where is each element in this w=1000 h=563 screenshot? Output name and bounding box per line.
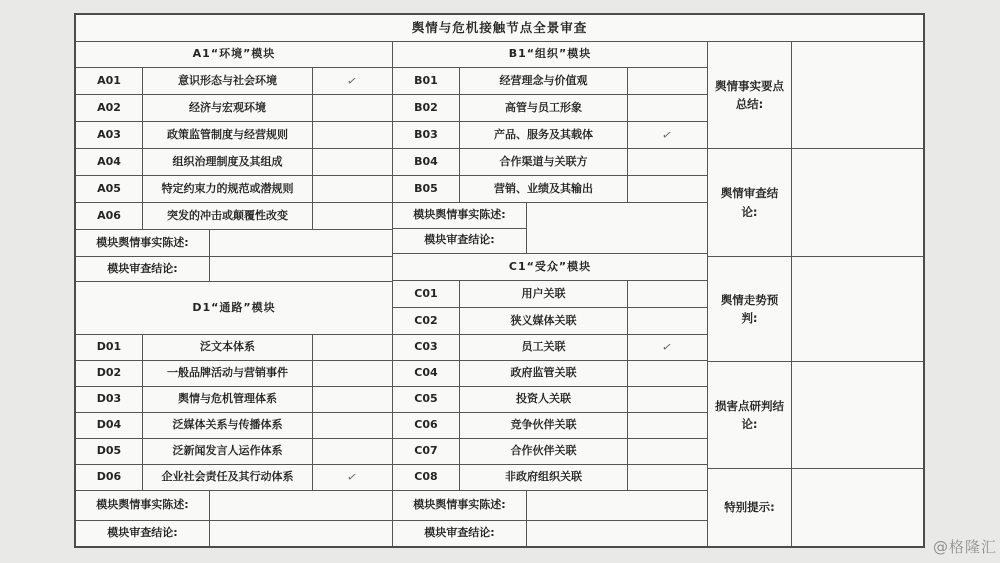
table-row bbox=[393, 176, 707, 203]
row-code: C04 bbox=[393, 361, 460, 386]
row-label: 组织治理制度及其组成 bbox=[143, 149, 313, 175]
check-cell bbox=[628, 335, 707, 360]
row-label: 政府监管关联 bbox=[460, 361, 628, 386]
table-row bbox=[393, 308, 707, 335]
check-cell bbox=[313, 149, 392, 175]
check-cell bbox=[628, 361, 707, 386]
summary-value-cell bbox=[792, 469, 923, 546]
table-row bbox=[76, 465, 392, 491]
row-code: B03 bbox=[393, 122, 460, 148]
row-code: D05 bbox=[76, 439, 143, 464]
check-cell bbox=[313, 465, 392, 490]
check-cell bbox=[628, 95, 707, 121]
table-row bbox=[76, 361, 392, 387]
conclusion-value-cell bbox=[210, 257, 392, 281]
table-row bbox=[76, 203, 392, 230]
row-label: 合作渠道与关联方 bbox=[460, 149, 628, 175]
check-cell bbox=[313, 203, 392, 229]
row-label: 经济与宏观环境 bbox=[143, 95, 313, 121]
table-row bbox=[393, 122, 707, 149]
row-code: D04 bbox=[76, 413, 143, 438]
check-cell bbox=[628, 413, 707, 438]
facts-label: 模块舆情事实陈述: bbox=[393, 203, 526, 229]
module-a-header-row bbox=[76, 42, 392, 68]
module-c-conclusion-row bbox=[393, 521, 707, 546]
table-row bbox=[393, 95, 707, 122]
row-label: 意识形态与社会环境 bbox=[143, 68, 313, 94]
row-code: B02 bbox=[393, 95, 460, 121]
module-d-header: D1“通路”模块 bbox=[192, 300, 276, 314]
module-b-header-row bbox=[393, 42, 707, 68]
check-cell bbox=[313, 176, 392, 202]
row-label: 产品、服务及其载体 bbox=[460, 122, 628, 148]
check-icon: ✓ bbox=[661, 339, 674, 356]
row-label: 经营理念与价值观 bbox=[460, 68, 628, 94]
check-cell bbox=[313, 413, 392, 438]
summary-label: 损害点研判结论: bbox=[708, 362, 792, 468]
row-label: 企业社会责任及其行动体系 bbox=[143, 465, 313, 490]
table-row bbox=[76, 149, 392, 176]
table-row bbox=[393, 387, 707, 413]
row-label: 舆情与危机管理体系 bbox=[143, 387, 313, 412]
module-b-notes-rows bbox=[393, 203, 707, 254]
row-label: 狭义媒体关联 bbox=[460, 308, 628, 334]
row-code: C03 bbox=[393, 335, 460, 360]
table-row bbox=[393, 439, 707, 465]
row-label: 特定约束力的规范或潜规则 bbox=[143, 176, 313, 202]
row-label: 非政府组织关联 bbox=[460, 465, 628, 490]
summary-section-damage-judgment bbox=[708, 362, 923, 469]
row-code: A04 bbox=[76, 149, 143, 175]
row-label: 高管与员工形象 bbox=[460, 95, 628, 121]
column-middle bbox=[393, 42, 708, 546]
table-row bbox=[393, 281, 707, 308]
summary-value-cell bbox=[792, 42, 923, 148]
check-cell bbox=[628, 308, 707, 334]
facts-label: 模块舆情事实陈述: bbox=[76, 230, 210, 256]
facts-value-cell bbox=[527, 491, 707, 520]
table-row bbox=[76, 439, 392, 465]
row-label: 政策监管制度与经营规则 bbox=[143, 122, 313, 148]
summary-section-review-conclusion bbox=[708, 149, 923, 257]
check-cell bbox=[628, 387, 707, 412]
summary-value-cell bbox=[792, 149, 923, 256]
check-cell bbox=[628, 281, 707, 307]
conclusion-label: 模块审查结论: bbox=[76, 257, 210, 281]
row-label: 泛新闻发言人运作体系 bbox=[143, 439, 313, 464]
row-code: A05 bbox=[76, 176, 143, 202]
row-label: 泛文本体系 bbox=[143, 335, 313, 360]
check-cell bbox=[628, 149, 707, 175]
conclusion-label: 模块审查结论: bbox=[76, 521, 210, 546]
module-d-header-row bbox=[76, 282, 392, 335]
row-label: 合作伙伴关联 bbox=[460, 439, 628, 464]
row-code: B01 bbox=[393, 68, 460, 94]
table-row bbox=[393, 149, 707, 176]
check-icon: ✓ bbox=[346, 73, 359, 89]
module-c-facts-row bbox=[393, 491, 707, 521]
conclusion-value-cell bbox=[527, 521, 707, 546]
table-row bbox=[76, 387, 392, 413]
module-b-note-labels bbox=[393, 203, 527, 253]
column-left bbox=[76, 42, 393, 546]
summary-label: 特别提示: bbox=[708, 469, 792, 546]
summary-value-cell bbox=[792, 257, 923, 361]
module-a-facts-row bbox=[76, 230, 392, 257]
module-b-header: B1“组织”模块 bbox=[508, 47, 592, 61]
table-row bbox=[76, 95, 392, 122]
row-label: 营销、业绩及其输出 bbox=[460, 176, 628, 202]
module-d-facts-row bbox=[76, 491, 392, 521]
row-code: C02 bbox=[393, 308, 460, 334]
module-c-header: C1“受众”模块 bbox=[508, 259, 592, 273]
table-row bbox=[76, 335, 392, 361]
conclusion-label: 模块审查结论: bbox=[424, 233, 495, 247]
facts-label: 模块舆情事实陈述: bbox=[393, 491, 527, 520]
row-code: C07 bbox=[393, 439, 460, 464]
row-code: B05 bbox=[393, 176, 460, 202]
check-cell bbox=[313, 335, 392, 360]
check-icon: ✓ bbox=[346, 469, 359, 486]
row-code: C08 bbox=[393, 465, 460, 490]
table-row bbox=[393, 335, 707, 361]
check-cell bbox=[628, 176, 707, 202]
row-code: C01 bbox=[393, 281, 460, 307]
check-cell bbox=[313, 439, 392, 464]
row-label: 用户关联 bbox=[460, 281, 628, 307]
check-cell bbox=[313, 387, 392, 412]
summary-label: 舆情事实要点总结: bbox=[708, 42, 792, 148]
table-row bbox=[393, 465, 707, 491]
row-code: C05 bbox=[393, 387, 460, 412]
row-label: 员工关联 bbox=[460, 335, 628, 360]
summary-section-trend-forecast bbox=[708, 257, 923, 362]
table-row bbox=[76, 176, 392, 203]
check-cell bbox=[628, 68, 707, 94]
facts-value-cell bbox=[210, 230, 392, 256]
module-c-header-row bbox=[393, 254, 707, 281]
merged-value-cell bbox=[527, 203, 707, 253]
table-title: 舆情与危机接触节点全景审查 bbox=[76, 15, 923, 42]
conclusion-value-cell bbox=[210, 521, 392, 546]
module-d-conclusion-row bbox=[76, 521, 392, 546]
row-code: C06 bbox=[393, 413, 460, 438]
table-body bbox=[76, 42, 923, 546]
check-cell bbox=[313, 361, 392, 386]
module-a-header: A1“环境”模块 bbox=[192, 47, 276, 61]
row-code: A06 bbox=[76, 203, 143, 229]
review-table bbox=[74, 13, 925, 548]
row-code: D01 bbox=[76, 335, 143, 360]
row-code: B04 bbox=[393, 149, 460, 175]
table-row bbox=[76, 413, 392, 439]
row-code: A02 bbox=[76, 95, 143, 121]
row-code: A01 bbox=[76, 68, 143, 94]
row-code: D02 bbox=[76, 361, 143, 386]
module-a-conclusion-row bbox=[76, 257, 392, 282]
row-code: D03 bbox=[76, 387, 143, 412]
row-label: 突发的冲击或颠覆性改变 bbox=[143, 203, 313, 229]
row-code: D06 bbox=[76, 465, 143, 490]
row-code: A03 bbox=[76, 122, 143, 148]
table-row bbox=[393, 413, 707, 439]
row-label: 投资人关联 bbox=[460, 387, 628, 412]
summary-label: 舆情走势预判: bbox=[708, 257, 792, 361]
column-summary bbox=[708, 42, 923, 546]
check-cell bbox=[313, 122, 392, 148]
table-row bbox=[393, 68, 707, 95]
check-cell bbox=[628, 122, 707, 148]
summary-label: 舆情审查结论: bbox=[708, 149, 792, 256]
check-cell bbox=[628, 465, 707, 490]
check-cell bbox=[313, 95, 392, 121]
check-cell bbox=[628, 439, 707, 464]
check-cell bbox=[313, 68, 392, 94]
table-row bbox=[393, 361, 707, 387]
conclusion-label: 模块审查结论: bbox=[393, 521, 527, 546]
row-label: 泛媒体关系与传播体系 bbox=[143, 413, 313, 438]
row-label: 竞争伙伴关联 bbox=[460, 413, 628, 438]
row-label: 一般品牌活动与营销事件 bbox=[143, 361, 313, 386]
summary-section-special-notice bbox=[708, 469, 923, 546]
check-icon: ✓ bbox=[661, 127, 674, 143]
table-row bbox=[76, 68, 392, 95]
summary-value-cell bbox=[792, 362, 923, 468]
facts-value-cell bbox=[210, 491, 392, 520]
summary-section-facts bbox=[708, 42, 923, 149]
facts-label: 模块舆情事实陈述: bbox=[76, 491, 210, 520]
watermark: @格隆汇 bbox=[932, 538, 997, 556]
table-row bbox=[76, 122, 392, 149]
